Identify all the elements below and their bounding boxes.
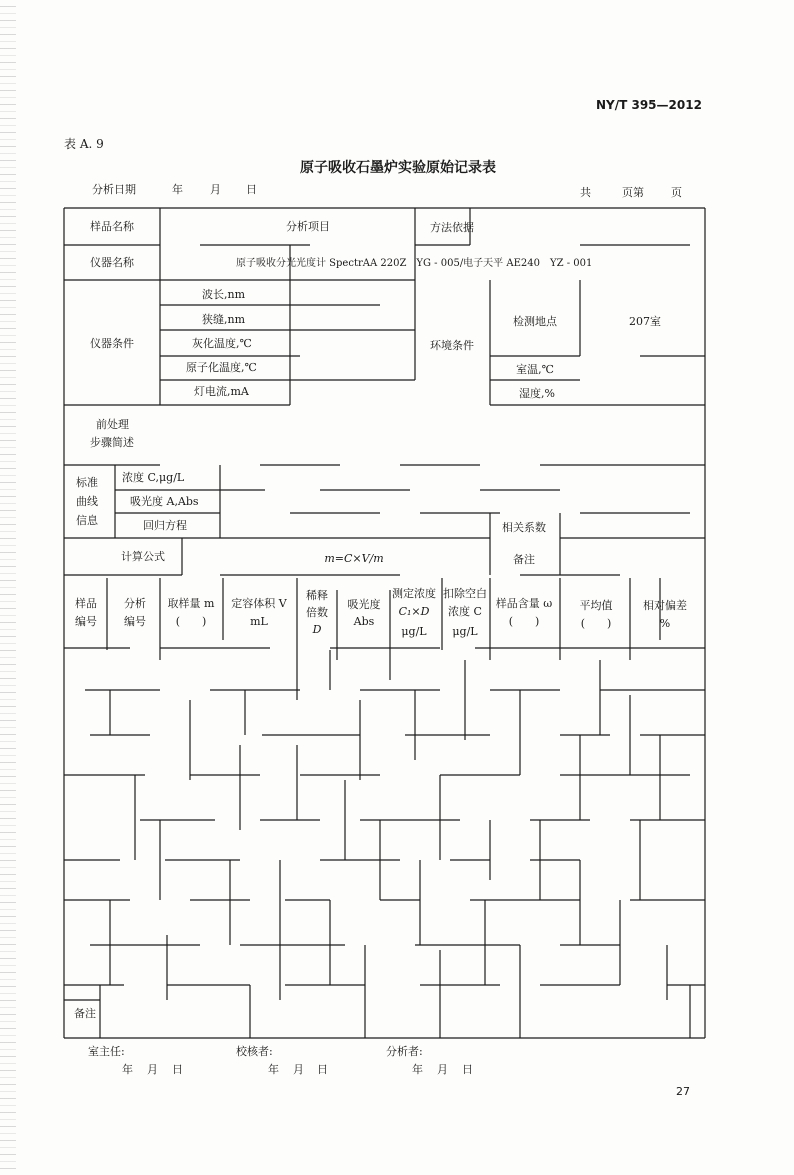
director-month: 月 xyxy=(147,1063,158,1076)
remarks-label: 备注 xyxy=(74,1007,96,1020)
col-average-1: 平均值 xyxy=(579,599,613,612)
col-blank-corrected-2: 浓度 C xyxy=(448,605,482,618)
page-end: 页 xyxy=(671,186,682,199)
col-analysis-no-2: 编号 xyxy=(124,615,146,628)
curve-label-2: 曲线 xyxy=(76,495,98,508)
regression-label: 回归方程 xyxy=(143,519,187,532)
instrument-name-label: 仪器名称 xyxy=(90,256,134,269)
atomization-temp-label: 原子化温度,℃ xyxy=(186,361,257,374)
date-month: 月 xyxy=(210,183,221,196)
formula-label: 计算公式 xyxy=(121,550,165,563)
slit-label: 狭缝,nm xyxy=(202,313,246,326)
col-measured-conc-2: C₁×D xyxy=(398,605,430,618)
analysis-item-label: 分析项目 xyxy=(286,220,330,233)
col-content-1: 样品含量 ω xyxy=(495,597,553,610)
sample-name-label: 样品名称 xyxy=(90,220,134,233)
remark-label: 备注 xyxy=(513,553,535,566)
col-blank-corrected-3: μg/L xyxy=(452,625,478,638)
date-day: 日 xyxy=(246,183,257,196)
col-dilution-2: 倍数 xyxy=(306,606,328,619)
col-volume-2: mL xyxy=(250,615,268,628)
pretreatment-label-2: 步骤简述 xyxy=(90,436,134,449)
col-sample-mass-2: ( ) xyxy=(175,615,207,628)
reviewer-label: 校核者: xyxy=(236,1045,273,1058)
curve-label-3: 信息 xyxy=(76,514,98,527)
page-title: 原子吸收石墨炉实验原始记录表 xyxy=(300,160,496,176)
page-number: 27 xyxy=(676,1085,690,1098)
reviewer-month: 月 xyxy=(293,1063,304,1076)
page-total: 共 xyxy=(580,186,591,199)
ashing-temp-label: 灰化温度,℃ xyxy=(192,337,252,350)
col-sample-no-2: 编号 xyxy=(75,615,97,628)
absorbance-label: 吸光度 A,Abs xyxy=(130,495,199,508)
humidity-label: 湿度,% xyxy=(519,387,555,400)
reviewer-year: 年 xyxy=(268,1063,279,1076)
col-sample-no-1: 样品 xyxy=(75,597,97,610)
date-year: 年 xyxy=(172,183,183,196)
col-content-2: ( ) xyxy=(508,615,540,628)
concentration-label: 浓度 C,μg/L xyxy=(122,471,185,484)
col-average-2: ( ) xyxy=(580,617,612,630)
formula-value: m=C×V/m xyxy=(324,552,384,565)
director-year: 年 xyxy=(122,1063,133,1076)
environment-label: 环境条件 xyxy=(430,339,474,352)
analyst-day: 日 xyxy=(462,1063,473,1076)
col-analysis-no-1: 分析 xyxy=(124,597,146,610)
date-label: 分析日期 xyxy=(92,183,136,196)
analyst-month: 月 xyxy=(437,1063,448,1076)
col-dilution-3: D xyxy=(312,623,322,636)
col-sample-mass-1: 取样量 m xyxy=(167,597,215,610)
col-measured-conc-3: μg/L xyxy=(401,625,427,638)
page-mid: 页第 xyxy=(622,186,644,199)
room-temp-label: 室温,℃ xyxy=(516,363,554,376)
standard-code: NY/T 395—2012 xyxy=(596,98,702,112)
col-absorbance-1: 吸光度 xyxy=(347,598,381,611)
col-absorbance-2: Abs xyxy=(353,615,375,628)
correlation-label: 相关系数 xyxy=(502,521,546,534)
method-basis-label: 方法依据 xyxy=(430,221,474,234)
col-relative-deviation-1: 相对偏差 xyxy=(643,599,687,612)
col-volume-1: 定容体积 V xyxy=(231,597,287,610)
wavelength-label: 波长,nm xyxy=(202,288,246,301)
director-label: 室主任: xyxy=(88,1045,125,1058)
director-day: 日 xyxy=(172,1063,183,1076)
col-blank-corrected-1: 扣除空白 xyxy=(443,587,487,600)
curve-label-1: 标准 xyxy=(76,476,98,489)
reviewer-day: 日 xyxy=(317,1063,328,1076)
col-relative-deviation-2: % xyxy=(659,617,671,630)
lamp-current-label: 灯电流,mA xyxy=(194,385,249,398)
pretreatment-label-1: 前处理 xyxy=(96,418,129,431)
analyst-label: 分析者: xyxy=(386,1045,423,1058)
instrument-conditions-label: 仪器条件 xyxy=(90,337,134,350)
col-measured-conc-1: 测定浓度 xyxy=(392,587,436,600)
test-location-label: 检测地点 xyxy=(513,315,557,328)
test-location-value: 207室 xyxy=(629,315,661,328)
analyst-year: 年 xyxy=(412,1063,423,1076)
col-dilution-1: 稀释 xyxy=(306,589,328,602)
instrument-name-value: 原子吸收分光光度计 SpectrAA 220Z YG - 005/电子天平 AE240 YZ - 001 xyxy=(236,258,593,269)
table-number: 表 A. 9 xyxy=(64,137,104,151)
